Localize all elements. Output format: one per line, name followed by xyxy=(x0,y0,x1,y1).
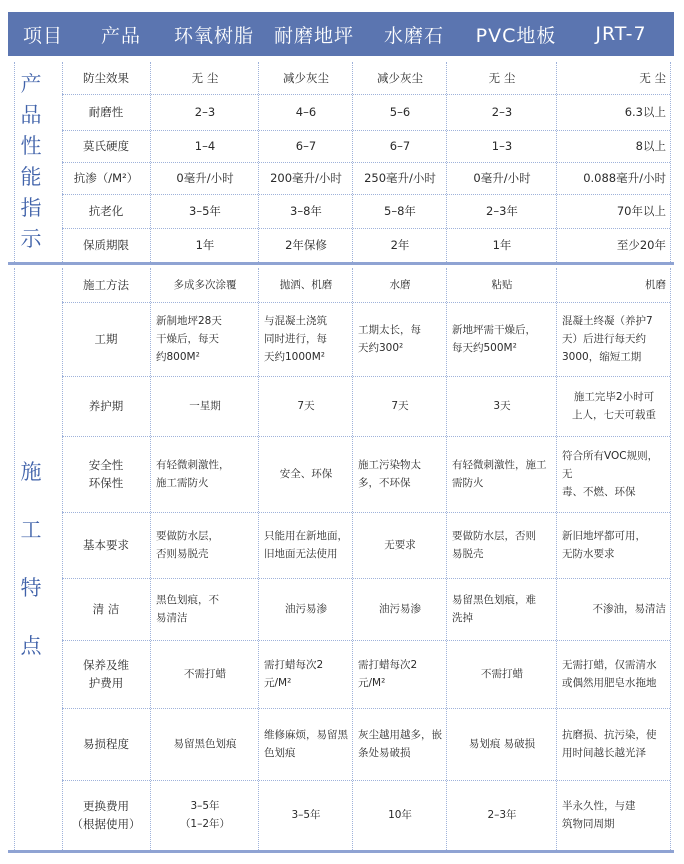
table-cell xyxy=(156,512,254,578)
table-cell xyxy=(452,376,552,436)
table-cell-text: 符合所有VOC规则，无 毒、不燃、环保 xyxy=(562,450,659,498)
table-cell xyxy=(264,436,348,512)
table-cell-text: 黑色划痕，不 易清洁 xyxy=(156,594,219,624)
table-cell xyxy=(358,512,442,578)
column-divider xyxy=(556,268,557,850)
table-cell xyxy=(562,228,666,262)
table-cell-text: 要做防水层， 否则易脱壳 xyxy=(156,530,219,560)
column-divider xyxy=(446,62,447,262)
table-cell xyxy=(156,436,254,512)
row-label xyxy=(62,512,150,578)
table-cell xyxy=(358,708,442,780)
table-cell xyxy=(562,436,666,512)
table-cell xyxy=(156,780,254,850)
column-divider xyxy=(258,268,259,850)
section-label-char: 品 xyxy=(20,103,42,127)
table-cell xyxy=(452,512,552,578)
table-cell xyxy=(156,194,254,228)
row-divider xyxy=(62,302,670,303)
column-divider xyxy=(14,268,15,850)
row-label xyxy=(62,578,150,640)
row-label xyxy=(62,162,150,194)
header-cell: 环氧树脂 xyxy=(173,24,254,47)
header-cell: 项目 xyxy=(22,24,63,47)
table-cell xyxy=(452,302,552,376)
table-cell xyxy=(264,512,348,578)
row-label-text: 易损程度 xyxy=(83,737,129,751)
table-cell-text: 250毫升/小时 xyxy=(364,171,436,185)
section-label-char: 施 xyxy=(20,460,42,484)
column-divider xyxy=(150,268,151,850)
table-cell xyxy=(264,62,348,94)
table-cell xyxy=(562,194,666,228)
row-divider xyxy=(62,436,670,437)
table-cell-text: 至少20年 xyxy=(616,238,666,252)
section-label-char: 能 xyxy=(20,165,42,189)
table-cell-text: 机磨 xyxy=(645,279,666,291)
table-cell-text: 3–8年 xyxy=(290,204,322,218)
table-cell xyxy=(156,578,254,640)
table-cell xyxy=(264,228,348,262)
table-cell-text: 0.088毫升/小时 xyxy=(583,171,666,185)
table-cell xyxy=(562,708,666,780)
table-cell-text: 0毫升/小时 xyxy=(473,171,531,185)
table-cell xyxy=(562,268,666,302)
column-divider xyxy=(352,268,353,850)
table-cell xyxy=(562,302,666,376)
table-cell-text: 7天 xyxy=(391,400,409,412)
section-label xyxy=(16,268,46,850)
column-divider xyxy=(352,62,353,262)
table-cell-text: 无要求 xyxy=(384,539,416,551)
row-divider xyxy=(62,640,670,641)
row-label xyxy=(62,228,150,262)
table-cell-text: 减少灰尘 xyxy=(283,71,329,85)
table-cell-text: 5–6 xyxy=(389,105,411,119)
table-cell xyxy=(358,436,442,512)
row-label-text: 施工方法 xyxy=(83,278,129,292)
table-cell-text: 易留黑色划痕 xyxy=(173,738,237,750)
table-cell xyxy=(562,578,666,640)
table-cell xyxy=(358,268,442,302)
table-cell-text: 施工完毕2小时可 上人，七天可载重 xyxy=(572,391,656,421)
table-cell-text: 5–8年 xyxy=(384,204,416,218)
table-cell xyxy=(156,708,254,780)
row-label xyxy=(62,194,150,228)
table-cell xyxy=(264,194,348,228)
table-cell-text: 4–6 xyxy=(295,105,317,119)
section-divider xyxy=(8,850,674,853)
row-label-text: 更换费用 （根据使用） xyxy=(71,799,141,831)
table-header xyxy=(8,12,674,56)
table-cell-text: 6.3以上 xyxy=(624,105,666,119)
table-cell-text: 油污易渗 xyxy=(379,603,421,615)
table-cell xyxy=(264,302,348,376)
table-cell-text: 70年以上 xyxy=(616,204,666,218)
table-cell-text: 易留黑色划痕，难 洗掉 xyxy=(452,594,536,624)
row-label-text: 耐磨性 xyxy=(88,105,124,119)
row-label-text: 抗老化 xyxy=(88,204,124,218)
table-cell xyxy=(264,376,348,436)
table-cell-text: 抗磨损、抗污染，使 用时间越长越光泽 xyxy=(562,729,657,759)
table-cell xyxy=(452,130,552,162)
table-cell xyxy=(156,376,254,436)
table-cell-text: 施工污染物太 多，不环保 xyxy=(358,459,421,489)
table-cell xyxy=(562,512,666,578)
table-cell xyxy=(156,162,254,194)
table-cell-text: 新旧地坪都可用， 无防水要求 xyxy=(562,530,646,560)
table-cell-text: 粘贴 xyxy=(491,279,513,291)
table-cell xyxy=(452,228,552,262)
table-cell xyxy=(452,194,552,228)
header-cell: 耐磨地坪 xyxy=(273,24,354,47)
table-cell-text: 无 尘 xyxy=(639,71,666,85)
section-divider xyxy=(8,262,674,265)
row-label-text: 清 洁 xyxy=(92,602,120,616)
table-cell-text: 无 尘 xyxy=(191,71,219,85)
row-divider xyxy=(62,708,670,709)
table-cell xyxy=(156,130,254,162)
table-cell xyxy=(264,268,348,302)
table-cell-text: 0毫升/小时 xyxy=(176,171,234,185)
row-label-text: 保养及维 护费用 xyxy=(83,658,129,690)
table-cell xyxy=(358,780,442,850)
table-cell xyxy=(156,228,254,262)
row-divider xyxy=(62,194,670,195)
table-cell-text: 不渗油，易清洁 xyxy=(592,603,666,615)
table-cell xyxy=(452,94,552,130)
row-label xyxy=(62,436,150,512)
table-cell xyxy=(562,640,666,708)
column-divider xyxy=(556,62,557,262)
row-label xyxy=(62,130,150,162)
table-cell-text: 2年 xyxy=(390,238,410,252)
table-cell xyxy=(156,640,254,708)
table-cell-text: 2–3 xyxy=(194,105,216,119)
table-cell-text: 有轻微刺激性， 施工需防火 xyxy=(156,459,230,489)
row-label xyxy=(62,708,150,780)
table-cell xyxy=(264,640,348,708)
row-divider xyxy=(62,162,670,163)
table-cell xyxy=(358,640,442,708)
table-cell xyxy=(264,130,348,162)
table-cell xyxy=(562,130,666,162)
row-divider xyxy=(62,578,670,579)
table-cell-text: 减少灰尘 xyxy=(377,71,423,85)
row-label-text: 防尘效果 xyxy=(83,71,129,85)
column-divider xyxy=(446,268,447,850)
row-label-text: 工期 xyxy=(94,332,118,346)
row-label xyxy=(62,62,150,94)
table-cell-text: 3天 xyxy=(493,400,511,412)
row-divider xyxy=(62,130,670,131)
table-cell xyxy=(264,162,348,194)
table-cell xyxy=(358,62,442,94)
column-divider xyxy=(14,62,15,262)
table-cell xyxy=(358,162,442,194)
header-cell: JRT-7 xyxy=(595,23,647,45)
table-cell-text: 新制地坪28天 干燥后，每天 约800M² xyxy=(156,315,222,363)
row-label-text: 养护期 xyxy=(88,399,124,413)
table-cell xyxy=(156,62,254,94)
table-cell-text: 要做防水层，否则 易脱壳 xyxy=(452,530,536,560)
table-cell-text: 无需打蜡，仅需清水 或偶然用肥皂水拖地 xyxy=(562,659,657,689)
table-cell-text: 一星期 xyxy=(189,400,221,412)
table-cell-text: 工期太长，每 天约300² xyxy=(358,324,421,354)
table-cell xyxy=(452,708,552,780)
table-cell xyxy=(452,62,552,94)
row-divider xyxy=(62,512,670,513)
table-cell-text: 2年保修 xyxy=(285,238,327,252)
row-label-text: 安全性 环保性 xyxy=(88,458,124,490)
header-cell: 产品 xyxy=(100,24,141,47)
table-cell xyxy=(264,780,348,850)
section-label-char: 工 xyxy=(20,518,42,542)
table-cell xyxy=(358,376,442,436)
table-cell xyxy=(452,268,552,302)
table-cell xyxy=(562,780,666,850)
table-cell-text: 安全、环保 xyxy=(279,468,333,480)
table-cell-text: 不需打蜡 xyxy=(184,668,226,680)
table-cell-text: 多成多次涂覆 xyxy=(173,279,237,291)
table-cell xyxy=(358,194,442,228)
table-cell-text: 6–7 xyxy=(389,139,411,153)
table-cell-text: 新地坪需干燥后， 每天约500M² xyxy=(452,324,536,354)
section-label-char: 点 xyxy=(20,634,42,658)
table-cell-text: 10年 xyxy=(388,809,412,821)
table-cell xyxy=(358,130,442,162)
row-label xyxy=(62,640,150,708)
table-cell-text: 1–3 xyxy=(491,139,513,153)
table-cell-text: 水磨 xyxy=(389,279,411,291)
table-cell xyxy=(452,780,552,850)
table-cell xyxy=(452,578,552,640)
table-cell-text: 6–7 xyxy=(295,139,317,153)
table-cell xyxy=(562,162,666,194)
row-divider xyxy=(62,228,670,229)
row-label-text: 基本要求 xyxy=(83,538,129,552)
column-divider xyxy=(258,62,259,262)
table-cell-text: 3–5年 xyxy=(291,809,321,821)
row-label-text: 抗渗（/M²） xyxy=(73,171,139,185)
section-label-char: 指 xyxy=(20,196,42,220)
column-divider xyxy=(150,62,151,262)
table-cell-text: 2–3 xyxy=(491,105,513,119)
table-cell xyxy=(264,708,348,780)
table-cell xyxy=(264,578,348,640)
section-label xyxy=(16,62,46,262)
table-cell xyxy=(452,436,552,512)
table-cell xyxy=(358,578,442,640)
table-cell-text: 灰尘越用越多，嵌 条处易破损 xyxy=(358,729,442,759)
table-cell-text: 半永久性，与建 筑物同周期 xyxy=(562,800,636,830)
table-cell xyxy=(156,268,254,302)
table-cell-text: 1年 xyxy=(492,238,512,252)
row-label xyxy=(62,94,150,130)
table-cell xyxy=(562,62,666,94)
table-cell-text: 2–3年 xyxy=(487,809,517,821)
table-cell-text: 混凝土终凝（养护7 天）后进行每天约 3000，缩短工期 xyxy=(562,315,653,363)
table-cell xyxy=(562,94,666,130)
table-cell-text: 3–5年 （1–2年） xyxy=(179,800,231,830)
section-label-char: 特 xyxy=(20,576,42,600)
table-cell-text: 8以上 xyxy=(635,139,666,153)
table-cell-text: 只能用在新地面， 旧地面无法使用 xyxy=(264,530,348,560)
table-cell xyxy=(358,94,442,130)
section-label-char: 示 xyxy=(20,227,42,251)
row-label-text: 保质期限 xyxy=(83,238,129,252)
table-cell xyxy=(562,376,666,436)
row-label xyxy=(62,376,150,436)
row-label xyxy=(62,780,150,850)
row-label-text: 莫氏硬度 xyxy=(83,139,129,153)
table-cell xyxy=(452,162,552,194)
table-cell-text: 2–3年 xyxy=(486,204,518,218)
column-divider xyxy=(62,268,63,850)
table-cell-text: 有轻微刺激性，施工 需防火 xyxy=(452,459,547,489)
table-cell-text: 需打蜡每次2 元/M² xyxy=(358,659,418,689)
header-cell: 水磨石 xyxy=(383,24,444,47)
section-label-char: 性 xyxy=(20,134,42,158)
table-cell-text: 7天 xyxy=(297,400,315,412)
table-cell-text: 1年 xyxy=(195,238,215,252)
table-cell-text: 抛洒、机磨 xyxy=(279,279,333,291)
table-cell xyxy=(358,228,442,262)
table-cell-text: 200毫升/小时 xyxy=(270,171,342,185)
table-cell-text: 需打蜡每次2 元/M² xyxy=(264,659,324,689)
row-label xyxy=(62,302,150,376)
table-cell xyxy=(156,94,254,130)
column-divider xyxy=(62,62,63,262)
table-cell-text: 维修麻烦，易留黑 色划痕 xyxy=(264,729,348,759)
table-cell xyxy=(452,640,552,708)
table-cell-text: 易划痕 易破损 xyxy=(468,738,536,750)
table-cell xyxy=(358,302,442,376)
table-cell-text: 不需打蜡 xyxy=(481,668,523,680)
table-cell xyxy=(156,302,254,376)
table-cell xyxy=(264,94,348,130)
column-divider xyxy=(670,268,671,850)
row-divider xyxy=(62,780,670,781)
table-cell-text: 与混凝土浇筑 同时进行，每 天约1000M² xyxy=(264,315,327,363)
section-label-char: 产 xyxy=(20,72,42,96)
row-divider xyxy=(62,94,670,95)
column-divider xyxy=(670,62,671,262)
row-divider xyxy=(62,376,670,377)
row-label xyxy=(62,268,150,302)
table-cell-text: 无 尘 xyxy=(488,71,516,85)
table-cell-text: 1–4 xyxy=(194,139,216,153)
table-cell-text: 3–5年 xyxy=(189,204,221,218)
header-cell: PVC地板 xyxy=(475,24,557,47)
table-cell-text: 油污易渗 xyxy=(285,603,327,615)
